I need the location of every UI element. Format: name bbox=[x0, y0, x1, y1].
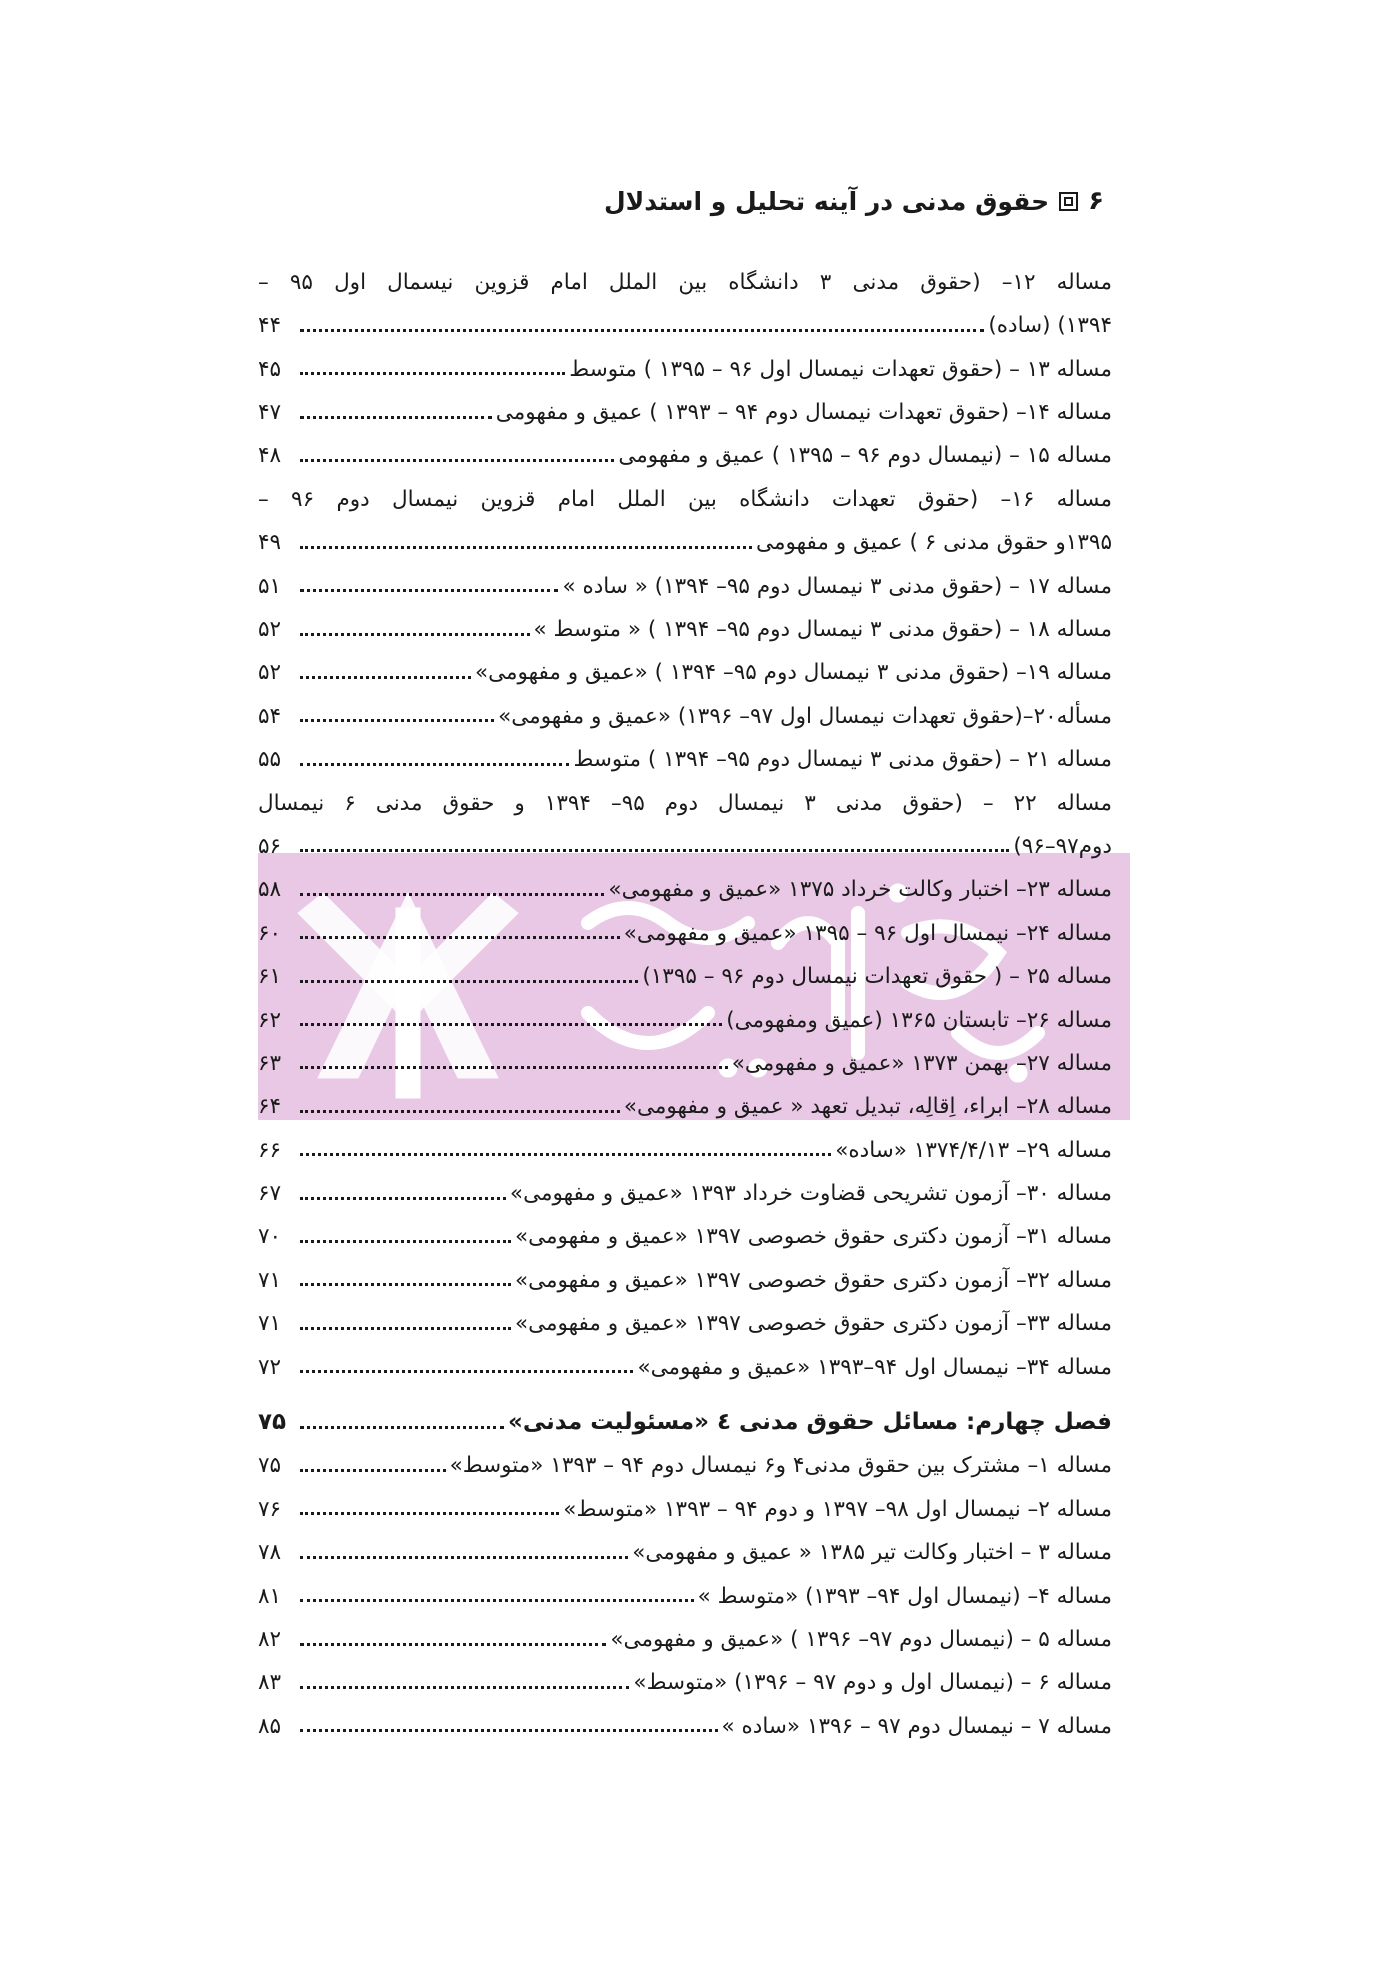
toc-entry-title: مساله ۲۳– اختبار وکالت خرداد ۱۳۷۵ «عمیق و مفهومی» bbox=[608, 877, 1112, 903]
toc-page-number: ۶۶ bbox=[258, 1137, 282, 1163]
toc-entry[interactable] bbox=[258, 647, 1112, 690]
toc-entry[interactable] bbox=[258, 863, 1112, 906]
dot-leader bbox=[300, 1686, 629, 1689]
toc-entry-title: مساله ۳۴– نیمسال اول ۹۴–۱۳۹۳ «عمیق و مفهومی» bbox=[637, 1354, 1112, 1380]
toc-page-number: ۶۰ bbox=[258, 920, 282, 946]
dot-leader bbox=[300, 893, 604, 896]
toc-page-number: ۶۴ bbox=[258, 1094, 282, 1120]
dot-leader bbox=[300, 1556, 628, 1559]
dot-leader bbox=[300, 936, 620, 939]
dot-leader bbox=[300, 1512, 559, 1515]
toc-page-number: ۴۵ bbox=[258, 356, 282, 382]
toc-page-number: ۵۸ bbox=[258, 877, 282, 903]
dot-leader bbox=[300, 1197, 506, 1200]
toc-entry[interactable] bbox=[258, 256, 1112, 299]
toc-chapter-entry[interactable] bbox=[258, 1396, 1112, 1439]
table-of-contents bbox=[258, 256, 1112, 1743]
toc-page-number: ۷۱ bbox=[258, 1267, 282, 1293]
toc-entry-title: ۱۳۹۴) (ساده) bbox=[988, 313, 1112, 339]
toc-entry[interactable] bbox=[258, 1483, 1112, 1526]
toc-page-number: ۸۲ bbox=[258, 1627, 282, 1652]
toc-entry[interactable] bbox=[258, 603, 1112, 646]
toc-entry-title: مساله ۳۳– آزمون دکتری حقوق خصوصی ۱۳۹۷ «عمیق و مفهومی» bbox=[514, 1311, 1112, 1337]
toc-entry[interactable] bbox=[258, 1526, 1112, 1569]
toc-page-number: ۷۲ bbox=[258, 1354, 282, 1380]
toc-entry[interactable] bbox=[258, 994, 1112, 1037]
toc-entry-title: مساله ۳۲– آزمون دکتری حقوق خصوصی ۱۳۹۷ «عمیق و مفهومی» bbox=[514, 1267, 1112, 1293]
dot-leader bbox=[300, 849, 1009, 852]
toc-entry-title: فصل چهارم: مسائل حقوق مدنی ٤ «مسئولیت مدنی» bbox=[507, 1408, 1112, 1435]
toc-entry-title: مساله ۲۷– بهمن ۱۳۷۳ «عمیق و مفهومی» bbox=[731, 1050, 1112, 1076]
dot-leader bbox=[300, 1240, 511, 1243]
toc-page-number: ۷۱ bbox=[258, 1311, 282, 1337]
toc-page-number: ۴۹ bbox=[258, 530, 282, 556]
toc-page-number: ۷۵ bbox=[258, 1408, 287, 1435]
toc-page-number: ۵۱ bbox=[258, 573, 282, 599]
toc-entry-title: ۱۳۹۵و حقوق مدنی ۶ ) عمیق و مفهومی bbox=[756, 530, 1112, 556]
toc-page-number: ۷۰ bbox=[258, 1224, 282, 1250]
dot-leader bbox=[300, 1283, 511, 1286]
toc-entry-title: مساله ۱– مشترک بین حقوق مدنی۴ و۶ نیمسال دوم ۹۴ – ۱۳۹۳ «متوسط» bbox=[449, 1453, 1112, 1479]
toc-entry[interactable] bbox=[258, 1657, 1112, 1700]
page-number: ۶ bbox=[1088, 186, 1104, 216]
dot-leader bbox=[300, 1469, 446, 1472]
toc-page-number: ۵۶ bbox=[258, 833, 282, 859]
dot-leader bbox=[300, 763, 569, 766]
toc-entry-title: مساله ۲۵ – ( حقوق تعهدات نیمسال دوم ۹۶ – ۱۳۹۵) bbox=[642, 964, 1112, 990]
toc-entry[interactable] bbox=[258, 1700, 1112, 1743]
toc-page-number: ۸۱ bbox=[258, 1583, 282, 1609]
dot-leader bbox=[300, 1153, 831, 1156]
dot-leader bbox=[300, 1110, 620, 1113]
toc-entry[interactable] bbox=[258, 386, 1112, 429]
dot-leader bbox=[300, 676, 471, 679]
toc-entry-title: مساله ۱۳ – (حقوق تعهدات نیمسال اول ۹۶ – ۱۳۹۵ ) متوسط bbox=[569, 356, 1112, 382]
dot-leader bbox=[300, 719, 494, 722]
toc-entry[interactable] bbox=[258, 473, 1112, 516]
toc-entry[interactable] bbox=[258, 1167, 1112, 1210]
toc-entry[interactable] bbox=[258, 1570, 1112, 1613]
toc-entry-title: مساله ۳۱– آزمون دکتری حقوق خصوصی ۱۳۹۷ «عمیق و مفهومی» bbox=[514, 1224, 1112, 1250]
toc-entry[interactable] bbox=[258, 1037, 1112, 1080]
toc-entry-title: دوم۹۷–۹۶) bbox=[1013, 833, 1112, 859]
dot-leader bbox=[300, 589, 558, 592]
dot-leader bbox=[300, 1370, 633, 1373]
dot-leader bbox=[300, 633, 530, 636]
toc-entry[interactable] bbox=[258, 1124, 1112, 1167]
toc-entry[interactable] bbox=[258, 1254, 1112, 1297]
square-bullet-icon bbox=[1059, 192, 1078, 211]
toc-entry-title: مساله ۲۹– ۱۳۷۴/۴/۱۳ «ساده» bbox=[835, 1137, 1112, 1163]
toc-page-number: ۵۵ bbox=[258, 747, 282, 773]
toc-page-number: ۴۸ bbox=[258, 443, 282, 469]
toc-entry-title: مساله ۷ – نیمسال دوم ۹۷ – ۱۳۹۶ «ساده » bbox=[721, 1713, 1112, 1739]
toc-page-number: ۴۴ bbox=[258, 313, 282, 339]
toc-entry-title: مساله ۳ – اختبار وکالت تیر ۱۳۸۵ « عمیق و مفهومی» bbox=[632, 1540, 1112, 1566]
running-header bbox=[604, 186, 1104, 216]
toc-page-number: ۶۷ bbox=[258, 1181, 282, 1207]
toc-entry-title: مساله ۳۰– آزمون تشریحی قضاوت خرداد ۱۳۹۳ «عمیق و مفهومی» bbox=[509, 1181, 1112, 1207]
toc-entry[interactable] bbox=[258, 430, 1112, 473]
toc-entry[interactable] bbox=[258, 560, 1112, 603]
dot-leader bbox=[300, 416, 492, 419]
dot-leader bbox=[300, 1599, 694, 1602]
toc-entry[interactable] bbox=[258, 1341, 1112, 1384]
toc-entry-title: مسأله۲۰–(حقوق تعهدات نیمسال اول ۹۷– ۱۳۹۶) «عمیق و مفهومی» bbox=[498, 703, 1112, 729]
toc-page-number: ۶۳ bbox=[258, 1050, 282, 1076]
toc-entry-title: مساله ۲۲ – (حقوق مدنی ۳ نیمسال دوم ۹۵– ۱۳۹۴ و حقوق مدنی ۶ نیمسال bbox=[258, 790, 1112, 816]
toc-entry[interactable] bbox=[258, 1080, 1112, 1123]
toc-page-number: ۸۳ bbox=[258, 1670, 282, 1696]
dot-leader bbox=[300, 372, 565, 375]
dot-leader bbox=[300, 546, 752, 549]
toc-entry-title: مساله ۲۶– تابستان ۱۳۶۵ (عمیق ومفهومی) bbox=[726, 1007, 1112, 1033]
toc-page-number: ۷۸ bbox=[258, 1540, 282, 1566]
toc-entry[interactable] bbox=[258, 1297, 1112, 1340]
dot-leader bbox=[300, 1426, 504, 1429]
toc-entry[interactable] bbox=[258, 820, 1112, 863]
toc-entry[interactable] bbox=[258, 690, 1112, 733]
toc-entry-title: مساله ۱۵ – (نیمسال دوم ۹۶ – ۱۳۹۵ ) عمیق و مفهومی bbox=[618, 443, 1112, 469]
dot-leader bbox=[300, 1643, 606, 1646]
toc-page-number: ۶۱ bbox=[258, 964, 282, 990]
toc-entry-title: مساله ۱۸ – (حقوق مدنی ۳ نیمسال دوم ۹۵– ۱۳۹۴ ) « متوسط » bbox=[533, 617, 1112, 643]
toc-entry-title: مساله ۲– نیمسال اول ۹۸– ۱۳۹۷ و دوم ۹۴ – ۱۳۹۳ «متوسط» bbox=[563, 1496, 1112, 1522]
toc-entry-title: مساله ۲۴– نیمسال اول ۹۶ – ۱۳۹۵ «عمیق و مفهومی» bbox=[623, 920, 1112, 946]
toc-entry[interactable] bbox=[258, 950, 1112, 993]
toc-entry[interactable] bbox=[258, 777, 1112, 820]
toc-entry[interactable] bbox=[258, 1613, 1112, 1656]
toc-entry-title: مساله ۱۹– (حقوق مدنی ۳ نیمسال دوم ۹۵– ۱۳۹۴ ) «عمیق و مفهومی» bbox=[474, 660, 1112, 686]
toc-entry-title: مساله ۴– (نیمسال اول ۹۴– ۱۳۹۳) «متوسط » bbox=[697, 1583, 1112, 1609]
toc-page-number: ۸۵ bbox=[258, 1713, 282, 1739]
toc-page-number: ۷۵ bbox=[258, 1453, 282, 1479]
running-title: حقوق مدنی در آینه تحلیل و استدلال bbox=[603, 186, 1050, 216]
toc-entry[interactable] bbox=[258, 343, 1112, 386]
dot-leader bbox=[300, 1023, 722, 1026]
toc-entry[interactable] bbox=[258, 1440, 1112, 1483]
toc-entry-title: مساله ۱۷ – (حقوق مدنی ۳ نیمسال دوم ۹۵– ۱۳۹۴) « ساده » bbox=[562, 573, 1112, 599]
toc-entry-title: مساله ۱۶– (حقوق تعهدات دانشگاه بین الملل امام قزوین نیمسال دوم ۹۶ – bbox=[258, 486, 1112, 512]
toc-entry-title: مساله ۲۸– ابراء، اِقالِه، تبدیل تعهد « عمیق و مفهومی» bbox=[623, 1094, 1112, 1120]
toc-entry[interactable] bbox=[258, 516, 1112, 559]
toc-entry-title: مساله ۶ – (نیمسال اول و دوم ۹۷ – ۱۳۹۶) «متوسط» bbox=[633, 1670, 1112, 1696]
dot-leader bbox=[300, 1066, 728, 1069]
toc-entry-title: مساله ۱۲– (حقوق مدنی ۳ دانشگاه بین الملل امام قزوین نیسمال اول ۹۵ – bbox=[258, 269, 1112, 295]
toc-entry[interactable] bbox=[258, 1211, 1112, 1254]
toc-page-number: ۷۶ bbox=[258, 1496, 282, 1522]
toc-entry-title: مساله ۵ – (نیمسال دوم ۹۷– ۱۳۹۶ ) «عمیق و مفهومی» bbox=[610, 1627, 1112, 1652]
toc-entry-title: مساله ۲۱ – (حقوق مدنی ۳ نیمسال دوم ۹۵– ۱۳۹۴ ) متوسط bbox=[573, 747, 1112, 773]
toc-page-number: ۴۷ bbox=[258, 400, 282, 426]
toc-entry[interactable] bbox=[258, 733, 1112, 776]
toc-entry[interactable] bbox=[258, 907, 1112, 950]
toc-entry[interactable] bbox=[258, 299, 1112, 342]
toc-entry-title: مساله ۱۴– (حقوق تعهدات نیمسال دوم ۹۴ – ۱۳۹۳ ) عمیق و مفهومی bbox=[495, 400, 1112, 426]
toc-page-number: ۶۲ bbox=[258, 1007, 282, 1033]
toc-page-number: ۵۲ bbox=[258, 660, 282, 686]
dot-leader bbox=[300, 329, 984, 332]
dot-leader bbox=[300, 459, 614, 462]
dot-leader bbox=[300, 980, 638, 983]
toc-page-number: ۵۲ bbox=[258, 617, 282, 643]
dot-leader bbox=[300, 1729, 718, 1732]
toc-page-number: ۵۴ bbox=[258, 703, 282, 729]
dot-leader bbox=[300, 1327, 511, 1330]
